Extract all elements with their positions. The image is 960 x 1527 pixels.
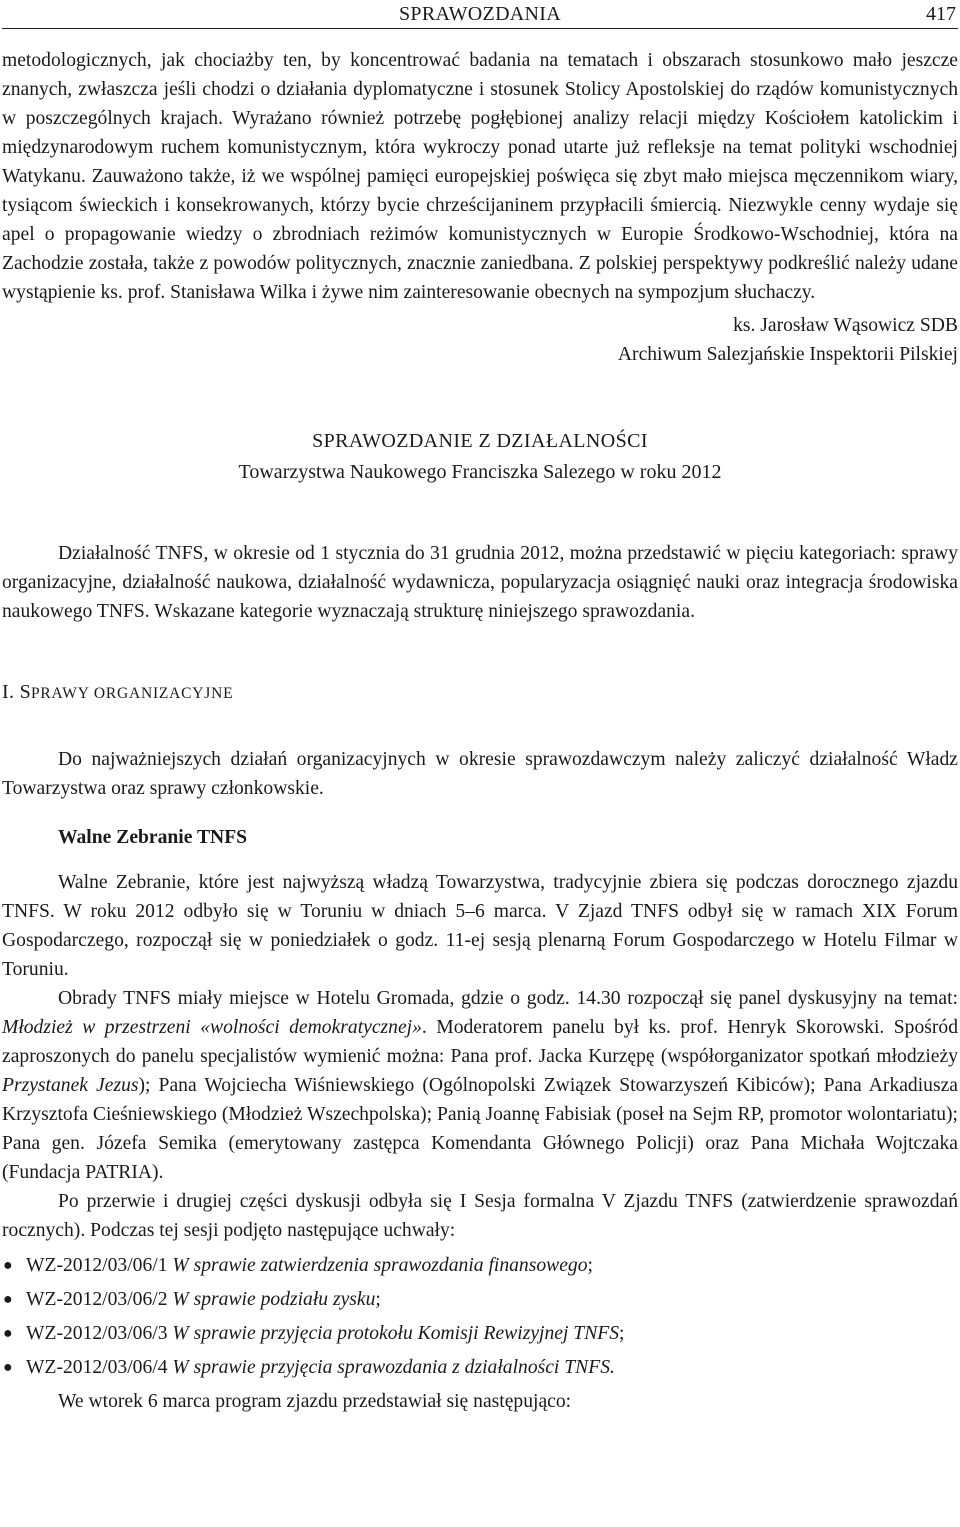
para2-italic-2: Przystanek Jezus — [2, 1075, 139, 1096]
subsection-paragraph-3: Po przerwie i drugiej części dyskusji odbyła się I Sesja formalna V Zjazdu TNFS (zatwierdzenie sprawozdań rocznych). Podczas tej sesji podjęto następujące uchwały: — [2, 1191, 958, 1241]
section-initial: S — [19, 681, 31, 703]
resolution-title: W sprawie zatwierdzenia sprawozdania finansowego — [172, 1255, 588, 1276]
subsection-paragraph-4: We wtorek 6 marca program zjazdu przedstawiał się następująco: — [58, 1391, 572, 1412]
resolution-item — [2, 1319, 958, 1348]
bullet-icon: ● — [3, 1325, 13, 1342]
signature-affiliation: Archiwum Salezjańskie Inspektorii Pilskiej — [617, 344, 958, 365]
report-subtitle: Towarzystwa Naukowego Franciszka Salezego w roku 2012 — [238, 461, 722, 483]
para2-text-3: ); Pana Wojciecha Wiśniewskiego (Ogólnopolski Związek Stowarzyszeń Kibiców); Pana Arkadiusza Krzysztofa Cieśniewskiego (Młodzież Wszechpolska); Panią Joannę Fabisiak (poseł na Sejm RP, promotor wolontariatu); Pana gen. Józefa Semika (emerytowany zastępca Komendanta Głównego Policji) oraz Pana Michała Wojtczaka (Fundacja PATRIA). — [2, 1075, 958, 1183]
section-heading — [2, 678, 958, 708]
resolutions-list — [2, 1251, 958, 1382]
para2-text-1: Obrady TNFS miały miejsce w Hotelu Gromada, gdzie o godz. 14.30 rozpoczął się panel dyskusyjny na temat: — [58, 988, 958, 1009]
resolution-title: W sprawie podziału zysku — [172, 1289, 376, 1310]
resolution-code: WZ-2012/03/06/2 — [26, 1289, 173, 1310]
bullet-icon: ● — [3, 1257, 13, 1274]
signature-block — [2, 311, 958, 369]
section-numeral: I. — [2, 681, 20, 703]
subsection-paragraph-1: Walne Zebranie, które jest najwyższą władzą Towarzystwa, tradycyjnie zbiera się podczas dorocznego zjazdu TNFS. W roku 2012 odbyło się w Toruniu w dniach 5–6 marca. V Zjazd TNFS odbył się w ramach XIX Forum Gospodarczego, rozpoczął się w poniedziałek o godz. 11-ej sesją plenarną Forum Gospodarczego w Hotelu Filmar w Toruniu. — [2, 872, 958, 980]
running-head-title: SPRAWOZDANIA — [399, 3, 561, 25]
bullet-icon: ● — [3, 1359, 13, 1376]
resolution-end: ; — [619, 1323, 625, 1344]
resolution-end: ; — [375, 1289, 381, 1310]
continuation-paragraph: metodologicznych, jak chociażby ten, by koncentrować badania na tematach i obszarach stosunkowo mało jeszcze znanych, zwłaszcza jeśli chodzi o działania dyplomatyczne i stosunek Stolicy Apostolskiej do rządów komunistycznych w poszczególnych krajach. Wyrażano również potrzebę pogłębionej analizy relacji między Kościołem katolickim i międzynarodowym ruchem komunistycznym, która wykroczy ponad utarte już refleksje na temat polityki wschodniej Watykanu. Zauważono także, iż we wspólnej pamięci europejskiej poświęca się zbyt mało miejsca męczennikom wiary, tysiącom świeckich i konsekrowanych, którzy bycie chrześcijaninem przypłacili śmiercią. Niezwykle cenny wydaje się apel o propagowanie wiedzy o zbrodniach reżimów komunistycznych w Europie Środkowo-Wschodniej, która na Zachodzie została, także z powodów politycznych, znacznie zaniedbana. Z polskiej perspektywy podkreślić należy udane wystąpienie ks. prof. Stanisława Wilka i żywe nim zainteresowanie obecnych na sympozjum słuchaczy. — [2, 50, 958, 303]
resolution-item — [2, 1285, 958, 1314]
resolution-title: W sprawie przyjęcia protokołu Komisji Rewizyjnej TNFS — [172, 1323, 620, 1344]
resolution-code: WZ-2012/03/06/4 — [26, 1357, 173, 1378]
page-number: 417 — [926, 3, 956, 25]
resolution-title: W sprawie przyjęcia sprawozdania z działalności TNFS. — [172, 1357, 615, 1378]
resolution-code: WZ-2012/03/06/1 — [26, 1255, 173, 1276]
section-paragraph: Do najważniejszych działań organizacyjnych w okresie sprawozdawczym należy zaliczyć działalność Władz Towarzystwa oraz sprawy członkowskie. — [2, 749, 958, 799]
signature-name: ks. Jarosław Wąsowicz SDB — [733, 315, 958, 336]
subsection-paragraph-2 — [2, 984, 958, 1187]
resolution-item — [2, 1353, 958, 1382]
resolution-code: WZ-2012/03/06/3 — [26, 1323, 173, 1344]
report-title: SPRAWOZDANIE Z DZIAŁALNOŚCI — [312, 430, 648, 452]
section-title-rest: PRAWY ORGANIZACYJNE — [31, 685, 234, 702]
intro-paragraph: Działalność TNFS, w okresie od 1 stycznia do 31 grudnia 2012, można przedstawić w pięciu kategoriach: sprawy organizacyjne, działalność naukowa, działalność wydawnicza, popularyzacja osiągnięć nauki oraz integracja środowiska naukowego TNFS. Wskazane kategorie wyznaczają strukturę niniejszego sprawozdania. — [2, 543, 958, 622]
para2-text-2: . Moderatorem panelu był ks. prof. Henryk Skorowski. Spośród zaproszonych do panelu specjalistów wymienić można: Pana prof. Jacka Kurzępę (współorganizator spotkań młodzieży — [2, 1017, 959, 1067]
report-heading — [2, 426, 958, 488]
resolution-item — [2, 1251, 958, 1280]
para2-italic-1: Młodzież w przestrzeni «wolności demokratycznej» — [2, 1017, 422, 1038]
bullet-icon: ● — [3, 1291, 13, 1308]
subsection-title: Walne Zebranie TNFS — [58, 827, 248, 848]
resolution-end: ; — [587, 1255, 593, 1276]
running-head — [2, 0, 958, 29]
